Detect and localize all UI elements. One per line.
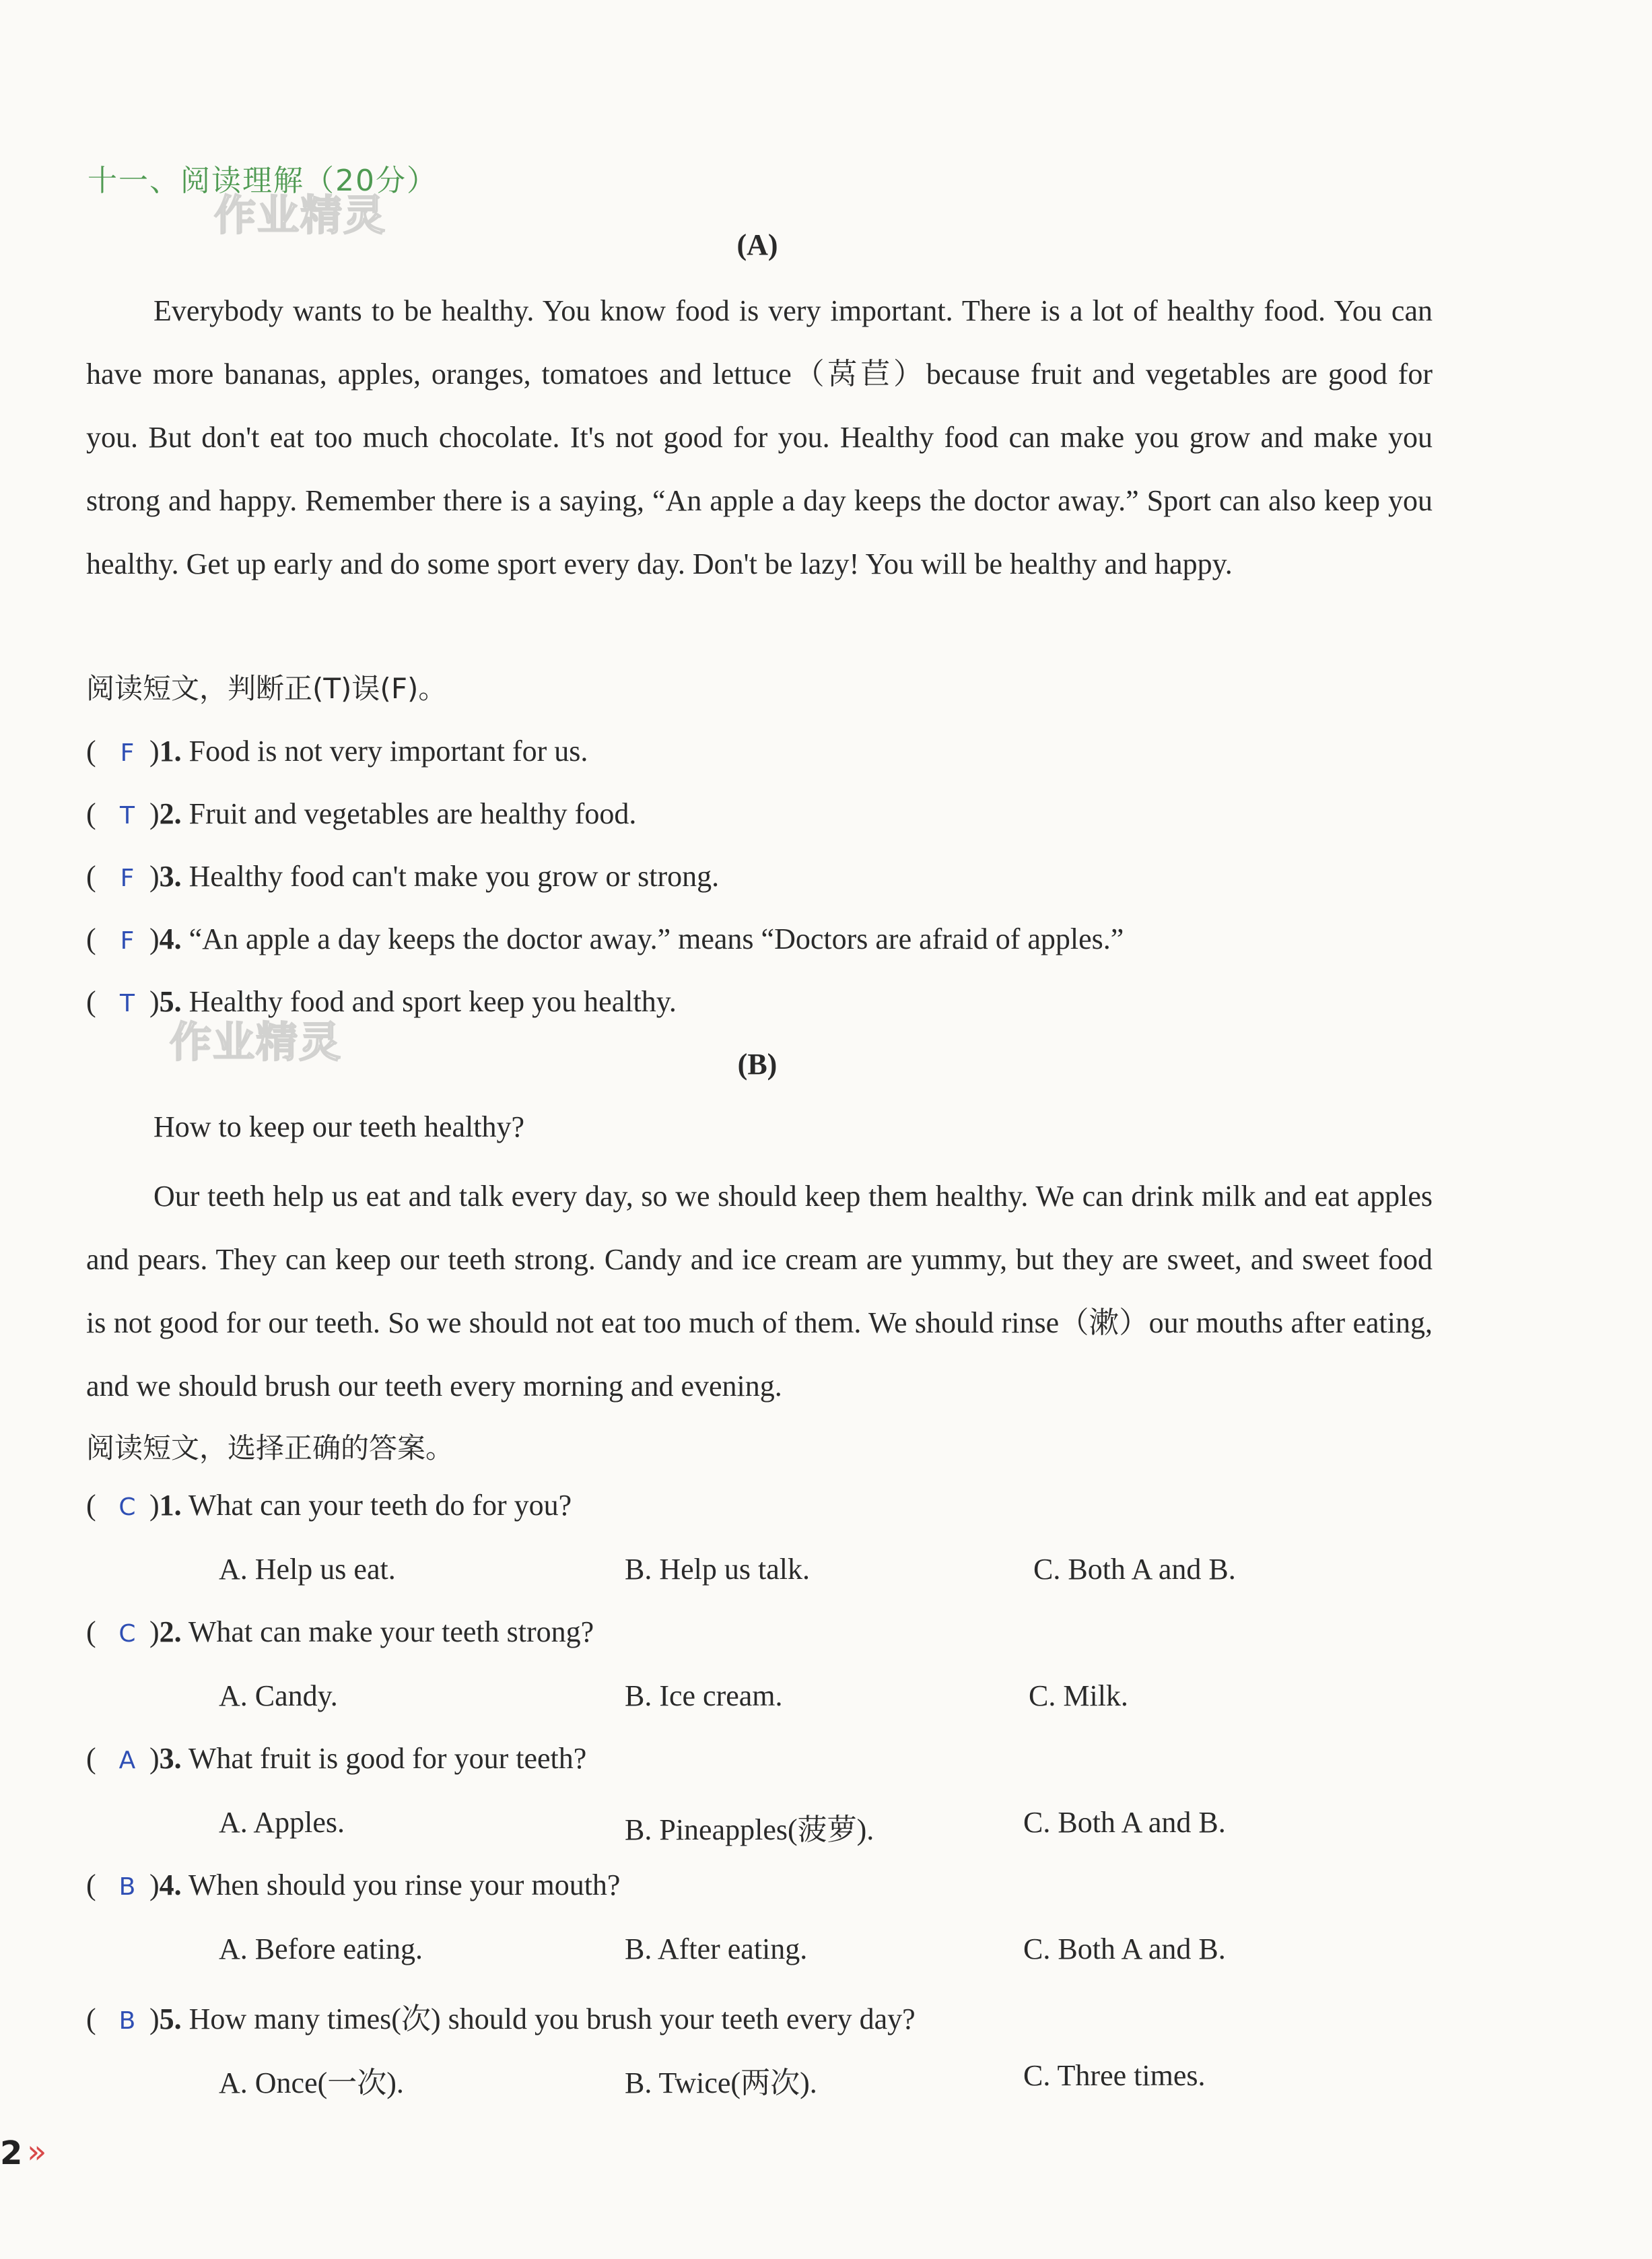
option-c: C. Both A and B.	[1023, 1932, 1226, 1965]
answer-mark: F	[120, 927, 135, 955]
option-b: B. Ice cream.	[625, 1679, 783, 1712]
part-b-question-3: ( A )3. What fruit is good for your teeth?	[86, 1742, 587, 1775]
answer-mark: T	[120, 802, 135, 830]
part-b-question-1: ( C )1. What can your teeth do for you?	[86, 1489, 572, 1522]
part-a-question-1: ( F )1. Food is not very important for us.	[86, 735, 588, 768]
part-a-passage-text: Everybody wants to be healthy. You know food is very important. There is a lot of healthy food. You can have more bananas, apples, oranges, tomatoes and lettuce（莴苣）because fruit and vegetables are good for you. But don't eat too much chocolate. It's not good for you. Healthy food can make you grow and make you strong and happy. Remember there is a saying, “An apple a day keeps the doctor away.” Sport can also keep you healthy. Get up early and do some sport every day. Don't be lazy! You will be healthy and happy.	[86, 294, 1433, 580]
option-a: A. Candy.	[219, 1679, 338, 1712]
answer-mark: F	[120, 865, 135, 892]
question-text: What can make your teeth strong?	[188, 1615, 594, 1648]
question-number: 5.	[159, 985, 182, 1018]
question-text: Fruit and vegetables are healthy food.	[188, 797, 637, 830]
question-text: What can your teeth do for you?	[188, 1489, 572, 1522]
page-number: 2	[0, 2134, 23, 2172]
question-number: 4.	[159, 1868, 182, 1901]
answer-mark: A	[118, 1747, 136, 1774]
part-b-question-5: ( B )5. How many times(次) should you brush your teeth every day?	[86, 2002, 916, 2035]
part-a-heading: (A)	[736, 228, 778, 261]
question-text: Healthy food and sport keep you healthy.	[188, 985, 677, 1018]
question-text: What fruit is good for your teeth?	[188, 1742, 587, 1775]
option-c: C. Milk.	[1029, 1679, 1128, 1712]
answer-mark: B	[118, 1873, 136, 1901]
question-number: 3.	[159, 1742, 182, 1775]
question-text: Healthy food can't make you grow or strong.	[188, 860, 720, 893]
option-b: B. After eating.	[625, 1932, 808, 1965]
question-number: 1.	[159, 735, 182, 768]
chevron-right-icon: »	[27, 2133, 47, 2171]
option-a: A. Apples.	[219, 1806, 345, 1839]
watermark-middle: 作业精灵	[170, 1017, 343, 1067]
option-b: B. Twice(两次).	[625, 2066, 817, 2099]
answer-mark: C	[118, 1620, 136, 1648]
option-a: A. Before eating.	[219, 1932, 423, 1965]
part-b-passage-text: Our teeth help us eat and talk every day, so we should keep them healthy. We can drink milk and eat apples and pears. They can keep our teeth strong. Candy and ice cream are yummy, but they are sweet, and sweet food is not good for our teeth. So we should not eat too much of them. We should rinse（漱）our mouths after eating, and we should brush our teeth every morning and evening.	[86, 1180, 1433, 1403]
question-text: How many times(次) should you brush your teeth every day?	[188, 2002, 916, 2035]
part-a-question-5: ( T )5. Healthy food and sport keep you healthy.	[86, 985, 677, 1018]
question-number: 2.	[159, 1615, 182, 1648]
part-a-question-4: ( F )4. “An apple a day keeps the doctor away.” means “Doctors are afraid of apples.”	[86, 922, 1124, 955]
part-b-question-2: ( C )2. What can make your teeth strong?	[86, 1615, 594, 1648]
part-a-instruction: 阅读短文，判断正(T)误(F)。	[86, 672, 447, 705]
question-text: “An apple a day keeps the doctor away.” means “Doctors are afraid of apples.”	[188, 922, 1124, 955]
option-c: C. Both A and B.	[1033, 1553, 1236, 1586]
part-b-heading: (B)	[737, 1048, 778, 1081]
watermark-top: 作业精灵	[214, 191, 387, 240]
question-text: When should you rinse your mouth?	[188, 1868, 621, 1901]
part-b-passage-title: How to keep our teeth healthy?	[153, 1110, 525, 1143]
question-number: 3.	[159, 860, 182, 893]
answer-mark: T	[120, 990, 135, 1017]
part-b-passage	[86, 1165, 1433, 1418]
option-b: B. Help us talk.	[625, 1553, 810, 1586]
section-title: 十一、阅读理解（20分）	[88, 164, 438, 198]
question-number: 2.	[159, 797, 182, 830]
question-number: 4.	[159, 922, 182, 955]
option-c: C. Three times.	[1023, 2059, 1206, 2092]
option-b: B. Pineapples(菠萝).	[625, 1813, 874, 1846]
option-a: A. Once(一次).	[219, 2066, 404, 2099]
option-a: A. Help us eat.	[219, 1553, 396, 1586]
question-number: 1.	[159, 1489, 182, 1522]
answer-mark: F	[120, 739, 135, 767]
part-b-instruction: 阅读短文，选择正确的答案。	[86, 1431, 454, 1464]
question-text: Food is not very important for us.	[188, 735, 588, 768]
part-a-question-2: ( T )2. Fruit and vegetables are healthy food.	[86, 797, 637, 830]
option-c: C. Both A and B.	[1023, 1806, 1226, 1839]
question-number: 5.	[159, 2002, 182, 2035]
answer-mark: B	[118, 2007, 136, 2035]
part-a-passage	[86, 279, 1433, 596]
part-b-question-4: ( B )4. When should you rinse your mouth?	[86, 1868, 621, 1901]
part-a-question-3: ( F )3. Healthy food can't make you grow or strong.	[86, 860, 720, 893]
answer-mark: C	[118, 1493, 136, 1521]
